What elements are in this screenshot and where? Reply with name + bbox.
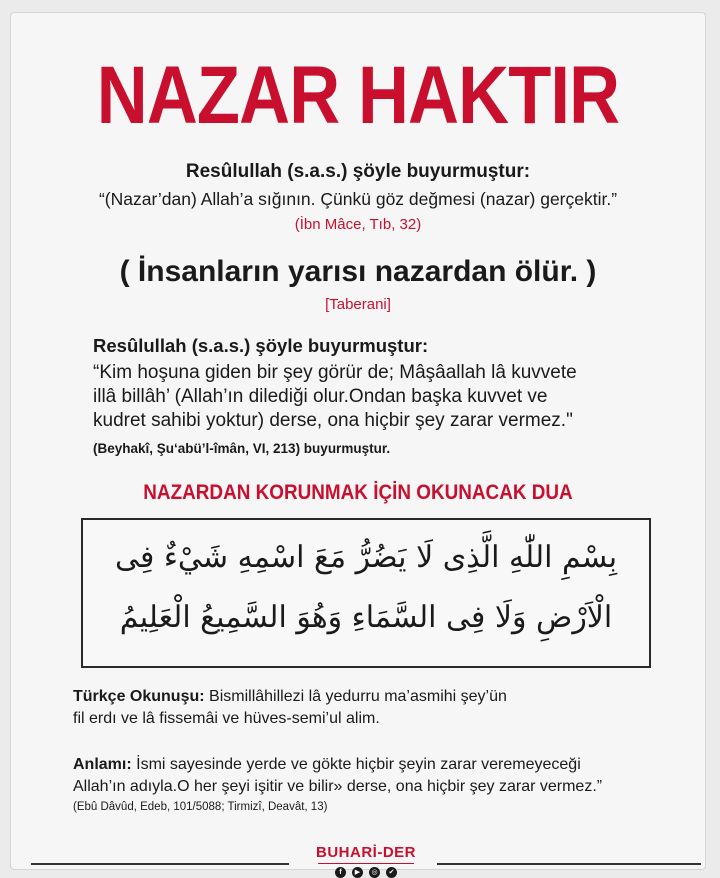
hadith-quote-2-line: “Kim hoşuna giden bir şey görür de; Mâşâallah lâ kuvvete <box>93 362 577 383</box>
youtube-icon[interactable]: ▶ <box>352 867 363 878</box>
hadith-quote-1: “(Nazar’dan) Allah’a sığının. Çünkü göz değmesi (nazar) gerçektir.” <box>98 189 618 209</box>
poster-card <box>10 12 706 876</box>
turkish-reading-label: Türkçe Okunuşu: <box>73 688 205 705</box>
social-icons <box>298 867 434 878</box>
page-title: NAZAR HAKTIR <box>96 50 620 141</box>
turkish-reading <box>73 686 693 730</box>
brand-logo <box>298 844 434 878</box>
meaning-source: (Ebû Dâvûd, Edeb, 101/5088; Tirmizî, Deavât, 13) <box>73 801 328 813</box>
footer-divider-left <box>31 863 289 865</box>
hadith-source-2: (Beyhakî, Şu‘abü’l-îmân, VI, 213) buyurmuştur. <box>93 441 391 456</box>
arabic-line-1: بِسْمِ اللّٰهِ الَّذِى لَا يَضُرُّ مَعَ اسْمِهِ شَيْءٌ فِى <box>114 540 618 575</box>
brand-name: BUHARİ-DER <box>316 844 416 861</box>
hadith-source-1: (İbn Mâce, Tıb, 32) <box>294 216 422 233</box>
footer-divider-right <box>437 863 701 865</box>
hadith-quote-2 <box>93 361 683 433</box>
statement-source: [Taberani] <box>325 296 391 313</box>
dua-title: NAZARDAN KORUNMAK İÇİN OKUNACAK DUA <box>143 481 573 504</box>
meaning-label: Anlamı: <box>73 756 132 773</box>
hadith-quote-2-line: illâ billâh’ (Allah’ın dilediği olur.Ondan başka kuvvet ve <box>93 386 548 407</box>
dua-box <box>81 518 651 668</box>
hadith-heading-2: Resûlullah (s.a.s.) şöyle buyurmuştur: <box>93 335 429 356</box>
hadith-quote-2-line: kudret sahibi yoktur) derse, ona hiçbir şey zarar vermez." <box>93 410 573 431</box>
meaning <box>73 754 693 798</box>
facebook-icon[interactable]: f <box>335 867 346 878</box>
instagram-icon[interactable]: ◎ <box>369 867 380 878</box>
meaning-line-2: Allah’ın adıyla.O her şeyi işitir ve bilir» derse, ona hiçbir şey zarar vermez.” <box>73 778 603 795</box>
twitter-icon[interactable]: ✔ <box>386 867 397 878</box>
brand-rule <box>318 863 414 864</box>
turkish-reading-line-2: fil erdı ve lâ fissemâi ve hüves-semi’ul alim. <box>73 710 380 727</box>
main-statement: ( İnsanların yarısı nazardan ölür. ) <box>119 255 597 288</box>
arabic-line-2: الْاَرْضِ وَلَا فِى السَّمَاءِ وَهُوَ السَّمِيعُ الْعَلِيمُ <box>119 600 613 635</box>
meaning-line-1: İsmi sayesinde yerde ve gökte hiçbir şeyin zarar veremeyeceği <box>131 756 581 773</box>
turkish-reading-line-1: Bismillâhillezi lâ yedurru ma’asmihi şey’ün <box>204 688 507 705</box>
hadith-heading-1: Resûlullah (s.a.s.) şöyle buyurmuştur: <box>185 161 531 182</box>
